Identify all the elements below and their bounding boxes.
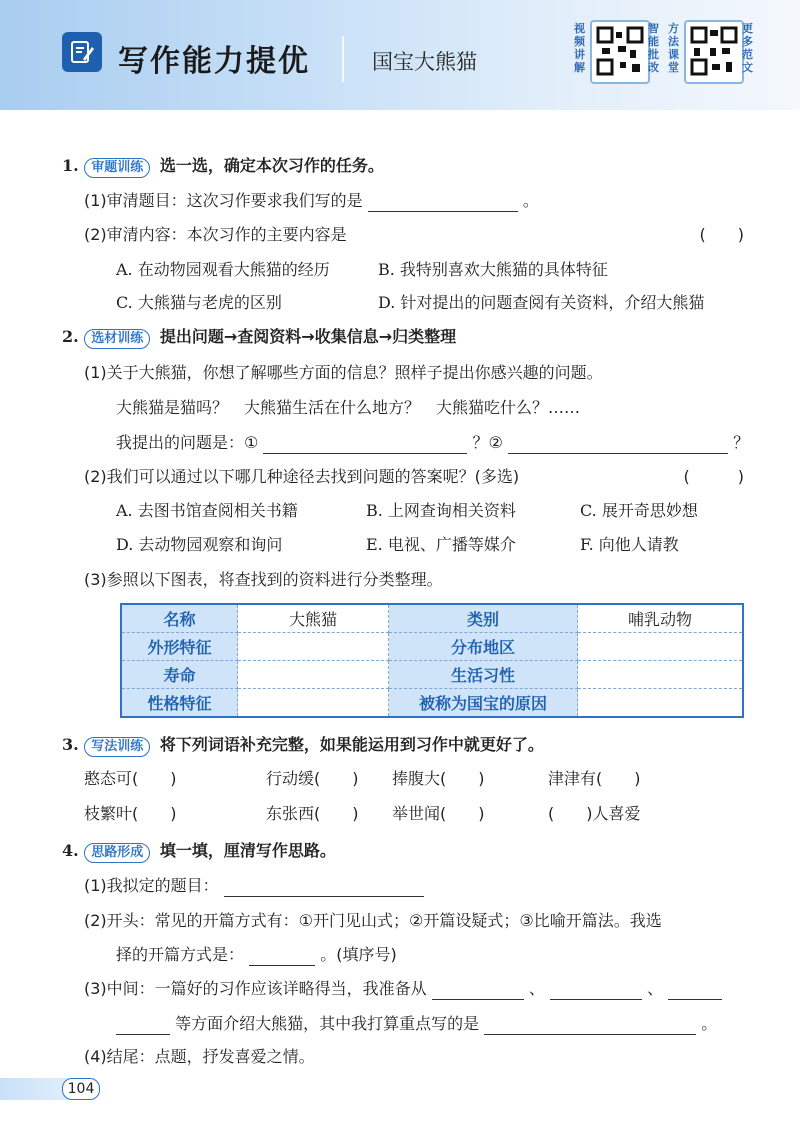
q2-option-b[interactable]: B. 上网查询相关资料 <box>366 501 516 520</box>
q3-idiom-5[interactable]: 枝繁叶( ) <box>84 804 177 823</box>
q2-option-c[interactable]: C. 展开奇思妙想 <box>580 501 698 520</box>
q4-p4: (4)结尾：点题，抒发喜爱之情。 <box>84 1047 315 1066</box>
table-header-cell: 外形特征 <box>121 633 238 661</box>
table-header-cell: 名称 <box>121 604 238 633</box>
table-cell[interactable] <box>238 633 389 661</box>
qr-right-label-2: 更多范文 <box>742 22 753 74</box>
q2-example-questions: 大熊猫是猫吗？ 大熊猫生活在什么地方？ 大熊猫吃什么？…… <box>116 398 581 417</box>
qr-code-right[interactable] <box>684 20 744 84</box>
table-cell[interactable]: 哺乳动物 <box>578 604 744 633</box>
table-cell[interactable]: 大熊猫 <box>238 604 389 633</box>
q2-ask: 我提出的问题是：① ？② ？ <box>116 433 750 452</box>
table-row <box>121 661 743 689</box>
q2-option-a[interactable]: A. 去图书馆查阅相关书籍 <box>116 501 298 520</box>
q2-title: 提出问题→查阅资料→收集信息→归类整理 <box>159 327 457 346</box>
table-header-cell: 分布地区 <box>389 633 578 661</box>
q4-p2b: 择的开篇方式是： 。(填序号) <box>116 945 397 964</box>
q1-p2: (2)审清内容：本次习作的主要内容是 ( ) <box>84 225 744 244</box>
q4-title-blank[interactable] <box>224 878 424 897</box>
q1-option-c[interactable]: C. 大熊猫与老虎的区别 <box>116 293 282 312</box>
table-row <box>121 604 743 633</box>
q1-p1: (1)审清题目：这次习作要求我们写的是 。 <box>84 191 539 210</box>
q2-p3: (3)参照以下图表，将查找到的资料进行分类整理。 <box>84 570 443 589</box>
q4-focus-blank[interactable] <box>484 1016 696 1035</box>
table-cell[interactable] <box>578 661 744 689</box>
q2-p2: (2)我们可以通过以下哪几种途径去找到问题的答案呢？(多选) ( ) <box>84 467 744 486</box>
q1-badge: 审题训练 <box>84 158 150 178</box>
q2-p1: (1)关于大熊猫，你想了解哪些方面的信息？照样子提出你感兴趣的问题。 <box>84 363 603 382</box>
page-subtitle: 国宝大熊猫 <box>372 50 477 74</box>
table-header-cell: 性格特征 <box>121 689 238 718</box>
q1-option-b[interactable]: B. 我特别喜欢大熊猫的具体特征 <box>378 260 608 279</box>
q2-heading: 2. 选材训练 提出问题→查阅资料→收集信息→归类整理 <box>62 326 456 349</box>
table-cell[interactable] <box>578 633 744 661</box>
q1-p2-answer-paren[interactable]: ( ) <box>699 225 744 244</box>
qr-code-left[interactable] <box>590 20 650 84</box>
q3-title: 将下列词语补充完整，如果能运用到习作中就更好了。 <box>159 735 544 754</box>
qr-right-label-1: 方法课堂 <box>668 22 679 74</box>
q4-aspect-3-blank[interactable] <box>668 981 722 1000</box>
q4-heading: 4. 思路形成 填一填，厘清写作思路。 <box>62 840 336 863</box>
q4-aspect-1-blank[interactable] <box>432 981 524 1000</box>
q3-idiom-7[interactable]: 举世闻( ) <box>392 804 485 823</box>
q3-idiom-6[interactable]: 东张西( ) <box>266 804 359 823</box>
table-header-cell: 生活习性 <box>389 661 578 689</box>
q4-badge: 思路形成 <box>84 843 150 863</box>
q3-idiom-1[interactable]: 憨态可( ) <box>84 769 177 788</box>
qr-left-label-2: 智能批改 <box>648 22 659 74</box>
q4-p3: (3)中间：一篇好的习作应该详略得当，我准备从 、 、 <box>84 978 722 1000</box>
q2-p2-answer-paren[interactable]: ( ) <box>683 467 744 486</box>
page-header <box>0 0 800 110</box>
header-divider <box>342 36 344 82</box>
table-cell[interactable] <box>238 661 389 689</box>
q4-p3b: 等方面介绍大熊猫，其中我打算重点写的是 。 <box>116 1013 717 1035</box>
q3-idiom-2[interactable]: 行动缓( ) <box>266 769 359 788</box>
q1-heading: 1. 审题训练 选一选，确定本次习作的任务。 <box>62 155 384 178</box>
table-header-cell: 类别 <box>389 604 578 633</box>
q3-heading: 3. 写法训练 将下列词语补充完整，如果能运用到习作中就更好了。 <box>62 734 544 757</box>
q3-badge: 写法训练 <box>84 737 150 757</box>
q2-option-d[interactable]: D. 去动物园观察和询问 <box>116 535 283 554</box>
q3-idiom-4[interactable]: 津津有( ) <box>548 769 641 788</box>
q3-idiom-8[interactable]: ( )人喜爱 <box>548 804 641 823</box>
q1-option-d[interactable]: D. 针对提出的问题查阅有关资料，介绍大熊猫 <box>378 293 705 312</box>
q4-title: 填一填，厘清写作思路。 <box>159 841 336 860</box>
q3-idiom-3[interactable]: 捧腹大( ) <box>392 769 485 788</box>
q1-p1-answer-blank[interactable] <box>368 193 518 212</box>
table-header-cell: 被称为国宝的原因 <box>389 689 578 718</box>
q2-question-1-blank[interactable] <box>263 435 467 454</box>
q2-option-f[interactable]: F. 向他人请教 <box>580 535 679 554</box>
table-row <box>121 633 743 661</box>
q1-title: 选一选，确定本次习作的任务。 <box>159 156 384 175</box>
table-cell[interactable] <box>238 689 389 718</box>
table-row <box>121 689 743 718</box>
page-title: 写作能力提优 <box>118 44 310 79</box>
table-header-cell: 寿命 <box>121 661 238 689</box>
q2-option-e[interactable]: E. 电视、广播等媒介 <box>366 535 516 554</box>
q1-option-a[interactable]: A. 在动物园观看大熊猫的经历 <box>116 260 330 279</box>
q4-aspect-3-continued-blank[interactable] <box>116 1016 170 1035</box>
qr-left-label-1: 视频讲解 <box>574 22 585 74</box>
q4-opening-choice-blank[interactable] <box>249 947 315 966</box>
q4-p1: (1)我拟定的题目： <box>84 875 424 897</box>
edit-icon <box>62 32 102 72</box>
classification-table <box>120 603 744 718</box>
q4-aspect-2-blank[interactable] <box>550 981 642 1000</box>
q2-badge: 选材训练 <box>84 329 150 349</box>
page-number: 104 <box>62 1078 100 1100</box>
table-cell[interactable] <box>578 689 744 718</box>
q4-p2: (2)开头：常见的开篇方式有：①开门见山式；②开篇设疑式；③比喻开篇法。我选 <box>84 911 662 930</box>
q2-question-2-blank[interactable] <box>508 435 728 454</box>
